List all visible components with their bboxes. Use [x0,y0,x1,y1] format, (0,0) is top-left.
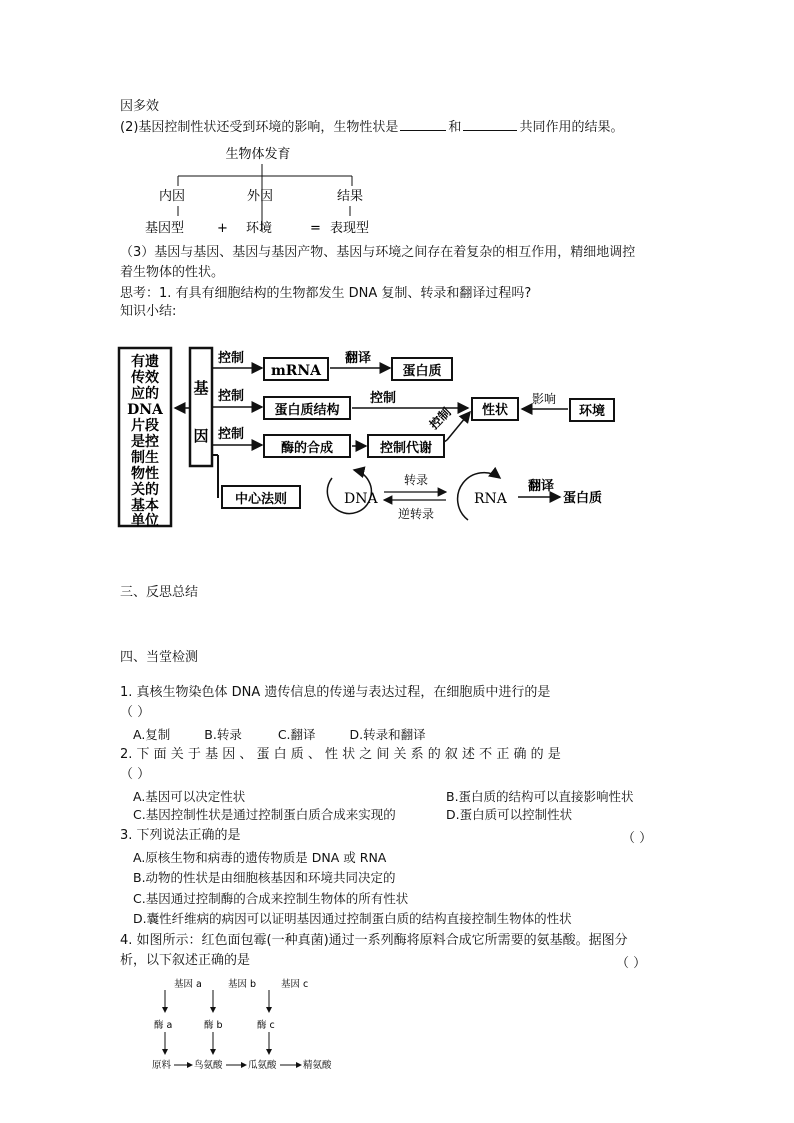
left-box-line: 传效 [131,370,159,386]
q1-option-c[interactable]: C.翻译 [277,727,316,742]
left-box-line: 片段 [131,418,159,434]
rna-label: RNA [474,491,507,507]
q1-option-d[interactable]: D.转录和翻译 [349,727,426,742]
intro-text-mid: 和 [448,120,462,135]
intro-text-pre: (2)基因控制性状还受到环境的影响，生物性状是 [120,120,399,135]
q2-option-d[interactable]: D.蛋白质可以控制性状 [446,807,573,822]
summary-label: 知识小结: [120,304,177,319]
q3-option-c[interactable]: C.基因通过控制酶的合成来控制生物体的所有性状 [133,891,409,906]
environment-box: 环境 [578,404,606,419]
tree-root: 生物体发育 [225,147,291,162]
q3-option-b[interactable]: B.动物的性状是由细胞核基因和环境共同决定的 [133,870,396,885]
section-4-heading: 四、当堂检测 [120,650,199,665]
tree-equals: = [310,221,321,236]
q3-option-d[interactable]: D.囊性纤维病的病因可以证明基因通过控制蛋白质的结构直接控制生物体的性状 [133,911,572,926]
q3-stem: 3. 下列说法正确的是 [120,828,241,843]
gene-b-label: 基因 b [228,979,257,990]
q2-paren: （ ） [120,767,151,782]
section-3-heading: 三、反思总结 [120,585,199,600]
row1-control-label: 控制 [218,351,245,366]
left-box-line: 有遗 [131,354,159,370]
q4-stem-line-1: 4. 如图所示：红色面包霉(一种真菌)通过一系列酶将原料合成它所需要的氨基酸。据图分 [120,933,628,948]
diagonal-control-label: 控制 [426,405,454,433]
row2-control-label-2: 控制 [370,391,397,406]
gene-a-label: 基因 a [174,979,202,990]
q1-option-a[interactable]: A.复制 [133,727,171,742]
central-dogma-box: 中心法则 [234,492,288,507]
left-box-line: 基本 [131,498,159,514]
q2-option-b[interactable]: B.蛋白质的结构可以直接影响性状 [446,789,634,804]
left-box-line: DNA [127,402,163,418]
tree-plus: + [217,221,228,236]
protein-structure-box: 蛋白质结构 [274,403,340,418]
q4-stem-line-2: 析，以下叙述正确的是 [120,953,251,968]
left-box-line: 单位 [131,513,159,529]
row1-translate-label: 翻译 [345,351,372,366]
q2-option-a[interactable]: A.基因可以决定性状 [133,789,246,804]
enzyme-a-label: 酶 a [154,1020,173,1031]
left-box-line: 应的 [131,386,159,402]
left-box-line: 制生 [131,450,159,466]
think-question: 思考：1. 有具有细胞结构的生物都发生 DNA 复制、转录和翻译过程吗? [120,286,532,301]
q4-paren: （ ） [616,956,647,971]
q2-stem: 2. 下 面 关 于 基 因 、 蛋 白 质 、 性 状 之 间 关 系 的 叙 述 不 正 确 的 是 [120,747,561,762]
para3-line-1: （3）基因与基因、基因与基因产物、基因与环境之间存在着复杂的相互作用，精细地调控 [120,245,636,260]
q2-option-c[interactable]: C.基因控制性状是通过控制蛋白质合成来实现的 [133,807,396,822]
para3-line-2: 着生物体的性状。 [120,265,225,280]
influence-label: 影响 [532,392,557,406]
enzyme-synthesis-box: 酶的合成 [280,441,334,456]
tree-result: 结果 [336,189,364,204]
chain-raw-material: 原料 [152,1060,172,1071]
reverse-transcribe-label: 逆转录 [397,507,435,521]
enzyme-c-label: 酶 c [257,1020,275,1031]
control-metabolism-box: 控制代谢 [379,441,433,456]
gene-c-label: 基因 c [281,979,309,990]
chain-ornithine: 鸟氨酸 [194,1060,223,1071]
q3-option-a[interactable]: A.原核生物和病毒的遗传物质是 DNA 或 RNA [133,850,387,865]
tree-environment: 环境 [246,221,273,236]
intro-line-1: 因多效 [120,99,160,114]
mrna-box: mRNA [270,363,322,379]
trait-box: 性状 [481,403,509,418]
tree-internal: 内因 [158,189,186,204]
chain-citrulline: 瓜氨酸 [248,1060,277,1071]
tree-external: 外因 [246,189,274,204]
q1-paren: （ ） [120,705,151,720]
left-box-line: 物性 [131,466,159,482]
row2-control-label: 控制 [218,389,245,404]
gene-char-2: 因 [193,427,209,445]
protein2-label: 蛋白质 [563,491,603,506]
q1-option-b[interactable]: B.转录 [204,727,242,742]
tree-phenotype: 表现型 [330,221,370,236]
enzyme-b-label: 酶 b [204,1020,223,1031]
chain-arginine: 精氨酸 [303,1060,332,1071]
translate2-label: 翻译 [528,479,555,494]
dna-label: DNA [344,491,378,507]
transcribe-label: 转录 [403,473,429,487]
left-box-line: 是控 [131,434,159,450]
intro-text-post: 共同作用的结果。 [519,120,624,135]
gene-char-1: 基 [193,379,209,397]
row3-control-label: 控制 [218,427,245,442]
q3-paren: （ ） [622,831,653,846]
protein-box: 蛋白质 [402,364,442,379]
left-box-line: 关的 [131,482,159,498]
tree-genotype: 基因型 [145,221,185,236]
q1-stem: 1. 真核生物染色体 DNA 遗传信息的传递与表达过程，在细胞质中进行的是 [120,685,551,700]
